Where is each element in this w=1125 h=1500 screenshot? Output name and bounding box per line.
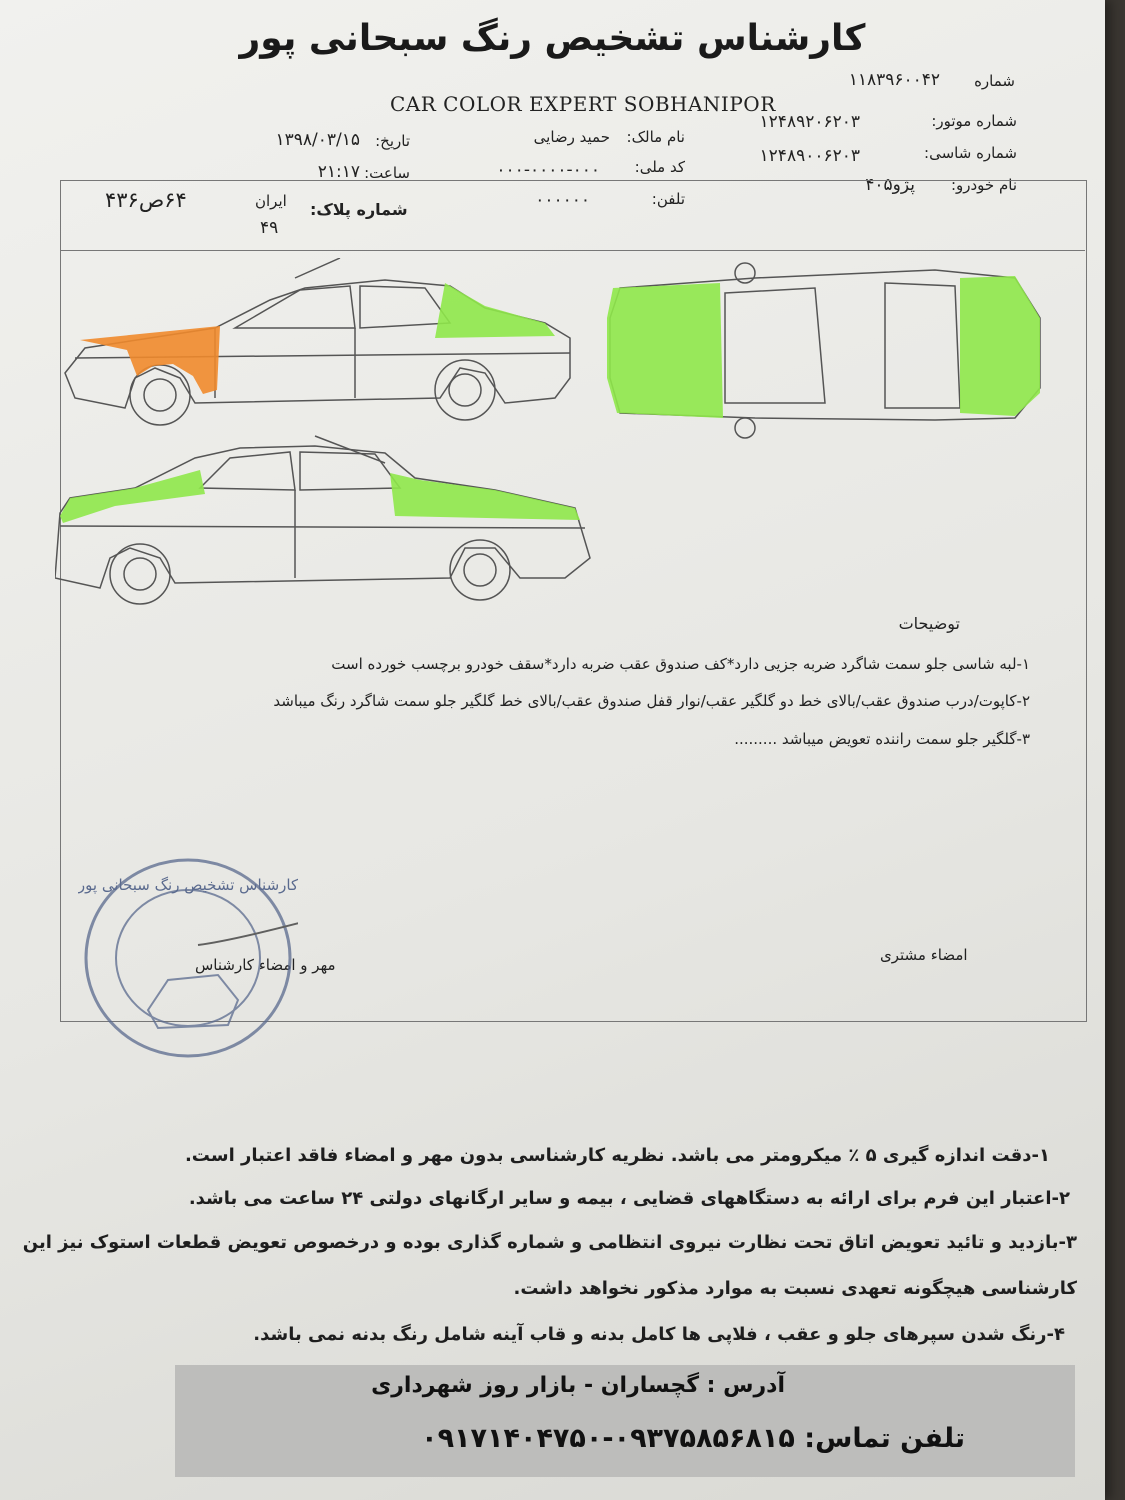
date-label: تاریخ:: [375, 132, 410, 150]
car-damage-diagram: [55, 258, 1095, 628]
engine-label: شماره موتور:: [931, 112, 1017, 130]
address-box: [175, 1365, 1075, 1477]
phone-value: ۰۰۰۰۰۰: [535, 190, 590, 210]
date-value: ۱۳۹۸/۰۳/۱۵: [275, 130, 360, 150]
painted-hood-line-marking: [390, 473, 580, 520]
footer-line: ۲-اعتبار این فرم برای ارائه به دستگاههای قضایی ، بیمه و سایر ارگانهای دولتی ۲۴ ساعت می باشد.: [188, 1188, 1070, 1209]
customer-signature-label: امضاء مشتری: [880, 946, 968, 964]
time-label: ساعت:: [364, 164, 410, 182]
note-line: ۱-لبه شاسی جلو سمت شاگرد ضربه جزیی دارد*کف صندوق عقب ضربه دارد*سقف خودرو برچسب خورده است: [331, 655, 1030, 673]
car-side-view-right: [55, 436, 590, 604]
page-subtitle: CAR COLOR EXPERT SOBHANIPOR: [390, 92, 776, 116]
note-line: ۳-گلگیر جلو سمت راننده تعویض میباشد .........: [734, 730, 1030, 748]
contact-phone: تلفن تماس: ۰۹۳۷۵۸۵۶۸۱۵-۰۹۱۷۱۴۰۴۷۵۰: [421, 1423, 965, 1454]
footer-line: ۳-بازدید و تائید تعویض اتاق تحت نظارت نیروی انتظامی و شماره گذاری بوده و درخصوص تعویض قطعات استوک نیز این: [22, 1232, 1077, 1253]
number-value: ۱۱۸۳۹۶۰۰۴۲: [848, 70, 940, 90]
stamp-text: کارشناس تشخیص رنگ سبحانی پور: [78, 876, 298, 894]
owner-label: نام مالک:: [626, 128, 685, 146]
plate-country: ایران: [255, 192, 287, 210]
time-value: ۲۱:۱۷: [317, 162, 360, 182]
note-line: ۲-کاپوت/درب صندوق عقب/بالای خط دو گلگیر عقب/نوار قفل صندوق عقب/بالای خط گلگیر جلو سمت شاگرد رنگ میباشد: [273, 692, 1030, 710]
footer-line: ۴-رنگ شدن سپرهای جلو و عقب ، فلاپی ها کامل بدنه و قاب آینه شامل رنگ بدنه نمی باشد.: [253, 1324, 1065, 1345]
chassis-value: ۱۲۴۸۹۰۰۶۲۰۳: [759, 146, 860, 166]
painted-trunk-side-marking: [435, 283, 555, 338]
footer-line: کارشناسی هیچگونه تعهدی نسبت به موارد مذکور نخواهد داشت.: [513, 1278, 1077, 1299]
plate-region: ۴۹: [260, 218, 279, 238]
vehicle-label: نام خودرو:: [950, 176, 1017, 194]
expert-stamp: [78, 850, 298, 1065]
plate-label: شماره پلاک:: [310, 200, 408, 219]
page-title: کارشناس تشخیص رنگ سبحانی پور: [239, 18, 866, 59]
notes-heading: توضیحات: [898, 614, 960, 633]
engine-value: ۱۲۴۸۹۲۰۶۲۰۳: [759, 112, 860, 132]
painted-rear-fender-marking: [60, 470, 205, 523]
replaced-fender-marking: [80, 326, 220, 394]
plate-row: [60, 180, 1085, 251]
plate-number: ۶۴ص۴۳۶: [105, 188, 187, 212]
expert-signature-label: مهر و امضاء کارشناس: [195, 956, 336, 974]
painted-trunk-top-marking: [960, 276, 1040, 416]
owner-value: حمید رضایی: [533, 128, 610, 146]
address-text: آدرس : گچساران - بازار روز شهرداری: [371, 1373, 785, 1398]
phone-label: تلفن:: [651, 190, 685, 208]
national-id-label: کد ملی:: [634, 158, 685, 176]
number-label: شماره: [974, 72, 1015, 90]
painted-hood-top-marking: [607, 283, 723, 418]
chassis-label: شماره شاسی:: [924, 144, 1017, 162]
national-id-value: ۰۰۰-۰۰۰۰-۰۰۰: [496, 160, 600, 180]
footer-line: ۱-دقت اندازه گیری ۵ ٪ میکرومتر می باشد. نظریه کارشناسی بدون مهر و امضاء فاقد اعتبار است.: [184, 1145, 1050, 1166]
vehicle-value: پژو۴۰۵: [865, 175, 915, 195]
